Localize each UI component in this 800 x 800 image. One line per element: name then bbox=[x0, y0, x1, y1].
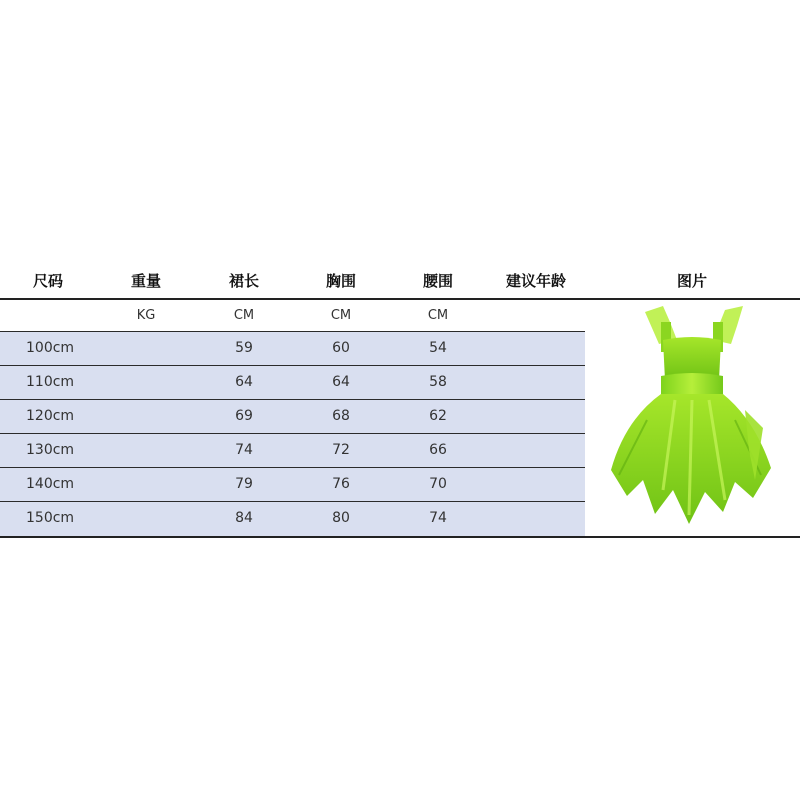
header-length: 裙长 bbox=[228, 272, 260, 290]
cell-size: 130cm bbox=[26, 442, 75, 458]
unit-weight: KG bbox=[136, 308, 156, 323]
cell-chest: 68 bbox=[332, 408, 350, 424]
cell-size: 110cm bbox=[26, 374, 75, 390]
table-row bbox=[0, 467, 585, 501]
cell-length: 74 bbox=[235, 442, 253, 458]
cell-length: 79 bbox=[235, 476, 253, 492]
cell-chest: 64 bbox=[332, 374, 350, 390]
header-age: 建议年龄 bbox=[505, 272, 567, 290]
units-row bbox=[0, 300, 585, 330]
cell-length: 59 bbox=[235, 340, 253, 356]
header-size: 尺码 bbox=[32, 272, 64, 290]
cell-size: 120cm bbox=[26, 408, 75, 424]
table-row bbox=[0, 433, 585, 467]
size-chart bbox=[0, 262, 800, 538]
table-row bbox=[0, 399, 585, 433]
header-row bbox=[0, 262, 800, 298]
unit-waist: CM bbox=[427, 308, 449, 323]
cell-waist: 66 bbox=[429, 442, 447, 458]
cell-size: 100cm bbox=[26, 340, 75, 356]
header-weight: 重量 bbox=[130, 272, 162, 290]
cell-chest: 80 bbox=[332, 510, 350, 526]
unit-length: CM bbox=[233, 308, 255, 323]
cell-length: 84 bbox=[235, 510, 253, 526]
cell-waist: 70 bbox=[429, 476, 447, 492]
header-waist: 腰围 bbox=[422, 272, 454, 290]
cell-size: 140cm bbox=[26, 476, 75, 492]
unit-chest: CM bbox=[330, 308, 352, 323]
table-row bbox=[0, 331, 585, 365]
header-image: 图片 bbox=[676, 272, 708, 290]
cell-size: 150cm bbox=[26, 510, 75, 526]
cell-waist: 74 bbox=[429, 510, 447, 526]
cell-waist: 54 bbox=[429, 340, 447, 356]
green-fairy-dress-icon bbox=[585, 300, 800, 536]
cell-chest: 72 bbox=[332, 442, 350, 458]
cell-length: 64 bbox=[235, 374, 253, 390]
cell-waist: 62 bbox=[429, 408, 447, 424]
header-chest: 胸围 bbox=[325, 272, 357, 290]
table-row bbox=[0, 365, 585, 399]
product-photo bbox=[585, 300, 800, 536]
cell-chest: 60 bbox=[332, 340, 350, 356]
cell-length: 69 bbox=[235, 408, 253, 424]
table-row bbox=[0, 501, 585, 537]
cell-chest: 76 bbox=[332, 476, 350, 492]
cell-waist: 58 bbox=[429, 374, 447, 390]
bottom-divider bbox=[0, 536, 800, 538]
